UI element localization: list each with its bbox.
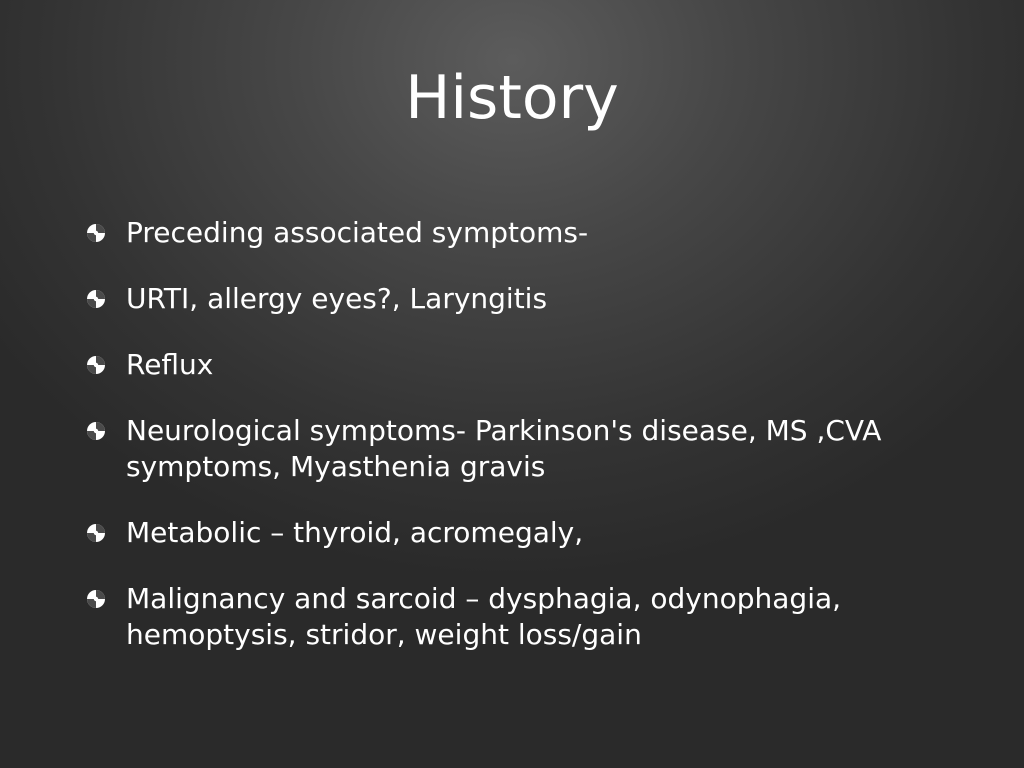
ball-bullet-icon xyxy=(86,355,106,375)
bullet-text: Preceding associated symptoms- xyxy=(126,216,589,249)
bullet-list xyxy=(86,215,946,683)
bullet-item xyxy=(86,347,946,383)
bullet-item xyxy=(86,515,946,551)
bullet-text: Neurological symptoms- Parkinson's disease, MS ,CVA symptoms, Myasthenia gravis xyxy=(126,414,882,483)
bullet-text: Metabolic – thyroid, acromegaly, xyxy=(126,516,584,549)
ball-bullet-icon xyxy=(86,289,106,309)
bullet-item xyxy=(86,581,946,653)
bullet-text: Reflux xyxy=(126,348,214,381)
slide-title: History xyxy=(405,63,619,133)
bullet-item xyxy=(86,215,946,251)
ball-bullet-icon xyxy=(86,589,106,609)
bullet-text: Malignancy and sarcoid – dysphagia, odynophagia, hemoptysis, stridor, weight loss/gain xyxy=(126,582,842,651)
bullet-item xyxy=(86,281,946,317)
bullet-item xyxy=(86,413,946,485)
bullet-text: URTI, allergy eyes?, Laryngitis xyxy=(126,282,548,315)
ball-bullet-icon xyxy=(86,421,106,441)
ball-bullet-icon xyxy=(86,223,106,243)
ball-bullet-icon xyxy=(86,523,106,543)
